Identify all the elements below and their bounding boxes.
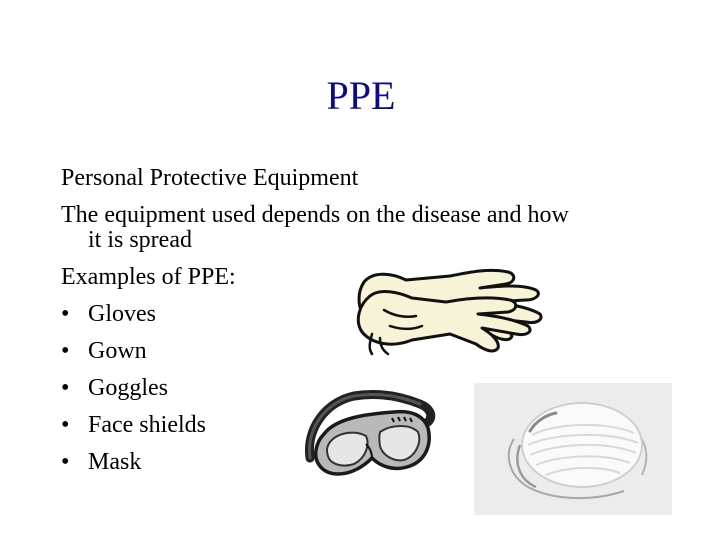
- bullet-icon: •: [61, 375, 70, 401]
- bullet-icon: •: [61, 412, 70, 438]
- body-line-examples-heading: Examples of PPE:: [61, 264, 236, 290]
- bullet-label-gloves: Gloves: [88, 301, 156, 327]
- bullet-icon: •: [61, 449, 70, 475]
- goggles-image: [296, 388, 438, 482]
- bullet-label-goggles: Goggles: [88, 375, 168, 401]
- body-line-ppe-definition: Personal Protective Equipment: [61, 165, 359, 191]
- bullet-label-face-shields: Face shields: [88, 412, 206, 438]
- body-line-spread-continuation: it is spread: [88, 227, 192, 253]
- gloves-image: [350, 262, 548, 358]
- bullet-label-gown: Gown: [88, 338, 147, 364]
- bullet-label-mask: Mask: [88, 449, 142, 475]
- mask-image: [474, 383, 672, 515]
- bullet-icon: •: [61, 338, 70, 364]
- bullet-icon: •: [61, 301, 70, 327]
- body-line-equipment-depends: The equipment used depends on the disease and how: [61, 202, 569, 228]
- slide-title: PPE: [326, 73, 396, 118]
